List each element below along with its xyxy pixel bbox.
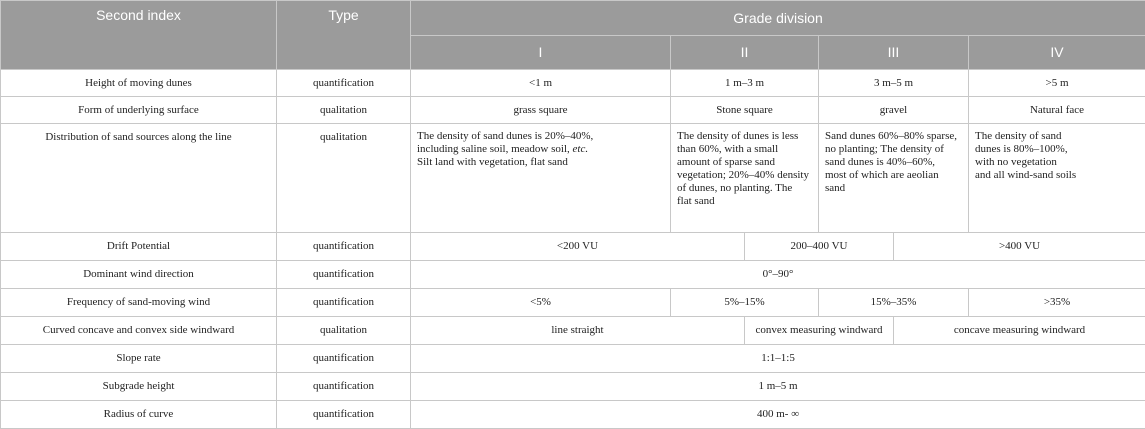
row-label: Dominant wind direction [1, 261, 277, 289]
desc-line: flat sand [677, 195, 715, 207]
table-row [1, 401, 1145, 429]
row-label: Distribution of sand sources along the line [1, 124, 277, 233]
table-row [1, 317, 1145, 345]
all-grades-value: 0°–90° [411, 261, 1145, 289]
grade-2-value: 1 m–3 m [671, 70, 819, 97]
grade-3-description [819, 124, 969, 233]
row-type: quantification [277, 401, 411, 429]
grade-3-value: gravel [819, 97, 969, 124]
header-grade-4: IV [969, 36, 1145, 70]
row-label: Height of moving dunes [1, 70, 277, 97]
row-type: qualitation [277, 124, 411, 233]
desc-line: Sand dunes 60%–80% sparse, [825, 130, 957, 142]
header-row-top [1, 1, 1145, 36]
row-type: quantification [277, 373, 411, 401]
row-type: quantification [277, 70, 411, 97]
desc-line: and all wind-sand soils [975, 169, 1076, 181]
header-grade-1: I [411, 36, 671, 70]
desc-line: sand [825, 182, 845, 194]
table-row [1, 261, 1145, 289]
desc-line: The density of sand dunes is 20%–40%, [417, 130, 593, 142]
header-grade-2: II [671, 36, 819, 70]
row-label: Subgrade height [1, 373, 277, 401]
desc-line: vegetation; 20%–40% density [677, 169, 809, 181]
row-label: Curved concave and convex side windward [1, 317, 277, 345]
curve-concave-value: concave measuring windward [894, 317, 1145, 345]
desc-line: Silt land with vegetation, flat sand [417, 156, 568, 168]
row-label: Form of underlying surface [1, 97, 277, 124]
grade-3-value: 15%–35% [819, 289, 969, 317]
header-type: Type [277, 1, 411, 70]
grade-1-description [411, 124, 671, 233]
table-row [1, 373, 1145, 401]
table-row [1, 97, 1145, 124]
row-type: quantification [277, 289, 411, 317]
table-row [1, 70, 1145, 97]
grade-4-value: >35% [969, 289, 1145, 317]
grade-2-value: Stone square [671, 97, 819, 124]
grade-1-value: <5% [411, 289, 671, 317]
grade-1-value: <1 m [411, 70, 671, 97]
drift-low-value: <200 VU [411, 233, 745, 261]
desc-etc: etc. [573, 143, 589, 155]
desc-line: dunes is 80%–100%, [975, 143, 1068, 155]
row-label: Drift Potential [1, 233, 277, 261]
all-grades-value: 400 m- ∞ [411, 401, 1145, 429]
desc-line: most of which are aeolian [825, 169, 939, 181]
table-row [1, 124, 1145, 233]
desc-line: including saline soil, meadow soil, [417, 143, 573, 155]
row-type: qualitation [277, 97, 411, 124]
grade-2-description [671, 124, 819, 233]
curve-convex-value: convex measuring windward [745, 317, 894, 345]
drift-high-value: >400 VU [894, 233, 1145, 261]
desc-line: The density of dunes is less [677, 130, 798, 142]
grade-4-value: >5 m [969, 70, 1145, 97]
desc-line: of dunes, no planting. The [677, 182, 792, 194]
desc-line: than 60%, with a small [677, 143, 778, 155]
table-row [1, 345, 1145, 373]
header-grade-division: Grade division [411, 1, 1145, 36]
row-type: quantification [277, 233, 411, 261]
row-label: Radius of curve [1, 401, 277, 429]
grade-3-value: 3 m–5 m [819, 70, 969, 97]
grade-4-description [969, 124, 1145, 233]
grade-1-value: grass square [411, 97, 671, 124]
table-row [1, 233, 1145, 261]
curve-straight-value: line straight [411, 317, 745, 345]
desc-line: The density of sand [975, 130, 1061, 142]
desc-line: with no vegetation [975, 156, 1057, 168]
desc-line: amount of sparse sand [677, 156, 775, 168]
grade-4-value: Natural face [969, 97, 1145, 124]
all-grades-value: 1 m–5 m [411, 373, 1145, 401]
row-type: quantification [277, 261, 411, 289]
row-label: Frequency of sand-moving wind [1, 289, 277, 317]
table-row [1, 289, 1145, 317]
drift-mid-value: 200–400 VU [745, 233, 894, 261]
desc-line: no planting; The density of [825, 143, 944, 155]
header-second-index: Second index [1, 1, 277, 70]
row-type: qualitation [277, 317, 411, 345]
all-grades-value: 1:1–1:5 [411, 345, 1145, 373]
row-label: Slope rate [1, 345, 277, 373]
row-type: quantification [277, 345, 411, 373]
header-grade-3: III [819, 36, 969, 70]
desc-line: sand dunes is 40%–60%, [825, 156, 935, 168]
grade-2-value: 5%–15% [671, 289, 819, 317]
